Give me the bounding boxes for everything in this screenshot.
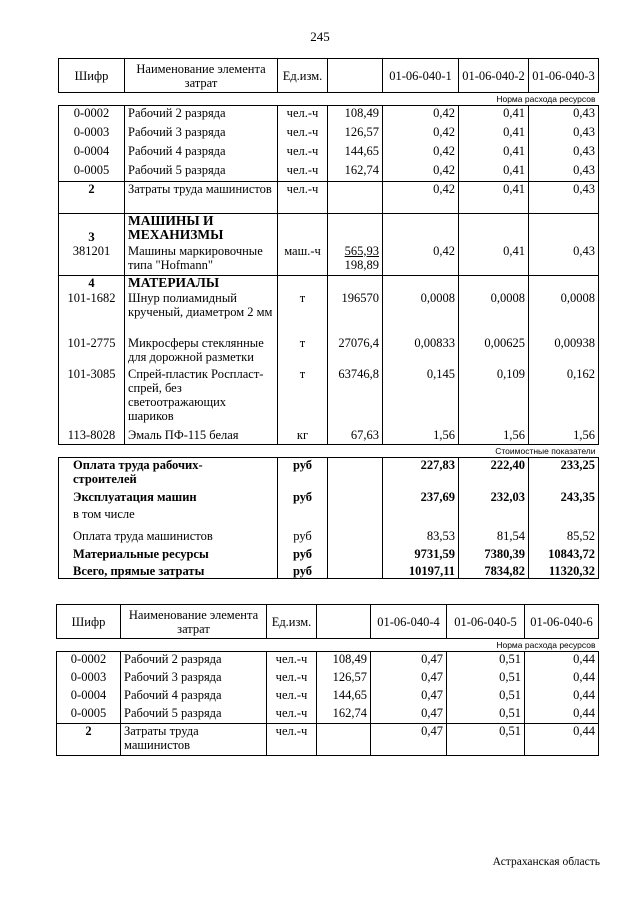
cell-v2: 0,00625 bbox=[459, 336, 529, 367]
cell-v1: 0,42 bbox=[383, 182, 459, 214]
cost-unit: руб bbox=[278, 524, 328, 543]
cost-v3: 10843,72 bbox=[529, 543, 599, 561]
cell-v3: 0,43 bbox=[529, 125, 599, 144]
cell-price: 27076,4 bbox=[328, 336, 383, 367]
cell-unit: маш.-ч bbox=[278, 244, 328, 276]
cost-row bbox=[59, 561, 599, 579]
cost-row bbox=[59, 524, 599, 543]
cell-code: 0-0004 bbox=[57, 688, 121, 706]
table-row bbox=[57, 652, 599, 670]
cell-v6: 0,44 bbox=[525, 670, 599, 688]
cell-code: 101-3085 bbox=[59, 367, 125, 428]
cell-v2: 0,109 bbox=[459, 367, 529, 428]
cell-v3: 0,43 bbox=[529, 182, 599, 214]
cell-v5: 0,51 bbox=[447, 670, 525, 688]
cell-code: 113-8028 bbox=[59, 428, 125, 445]
cost-row bbox=[59, 507, 599, 524]
table-row bbox=[59, 163, 599, 182]
cell-name: Рабочий 4 разряда bbox=[125, 144, 278, 163]
cost-label: Эксплуатация машин bbox=[59, 490, 278, 507]
table-row bbox=[59, 144, 599, 163]
table-row bbox=[59, 428, 599, 445]
header-name: Наименование элемента затрат bbox=[121, 605, 267, 639]
cell-v3: 0,0008 bbox=[529, 291, 599, 336]
table-row bbox=[59, 244, 599, 276]
cell-v3: 0,43 bbox=[529, 163, 599, 182]
cost-label: Всего, прямые затраты bbox=[59, 561, 278, 579]
cost-v1: 9731,59 bbox=[383, 543, 459, 561]
cell-price: 126,57 bbox=[328, 125, 383, 144]
cost-v2: 81,54 bbox=[459, 524, 529, 543]
table-row bbox=[59, 125, 599, 144]
cell-v5: 0,51 bbox=[447, 706, 525, 724]
cell-v4: 0,47 bbox=[371, 706, 447, 724]
cell-code: 0-0003 bbox=[59, 125, 125, 144]
cell-v6: 0,44 bbox=[525, 706, 599, 724]
cell-unit: чел.-ч bbox=[278, 106, 328, 125]
cell-code: 381201 bbox=[59, 244, 125, 276]
cell-unit: чел.-ч bbox=[278, 163, 328, 182]
cell-price: 63746,8 bbox=[328, 367, 383, 428]
cost-row bbox=[59, 543, 599, 561]
cell-name: Затраты труда машинистов bbox=[121, 724, 267, 756]
cell-v6: 0,44 bbox=[525, 652, 599, 670]
table-row bbox=[57, 688, 599, 706]
cell-unit: т bbox=[278, 367, 328, 428]
cell-price bbox=[317, 724, 371, 756]
cell-unit: т bbox=[278, 291, 328, 336]
cell-name: Рабочий 3 разряда bbox=[125, 125, 278, 144]
header-code: Шифр bbox=[59, 59, 125, 93]
cell-v1: 0,42 bbox=[383, 106, 459, 125]
cell-v6: 0,44 bbox=[525, 688, 599, 706]
region-footer: Астраханская область bbox=[492, 856, 600, 868]
price-base: 565,93 bbox=[344, 243, 379, 258]
cell-v3: 0,43 bbox=[529, 106, 599, 125]
header-col-3: 01-06-040-3 bbox=[529, 59, 599, 93]
cell-v2: 0,0008 bbox=[459, 291, 529, 336]
header-col-1: 01-06-040-1 bbox=[383, 59, 459, 93]
cell-v2: 0,41 bbox=[459, 244, 529, 276]
header-col-5: 01-06-040-5 bbox=[447, 605, 525, 639]
cost-v2: 7380,39 bbox=[459, 543, 529, 561]
cell-name: Машины маркировочные типа "Hofmann" bbox=[125, 244, 278, 276]
cell-v2: 0,41 bbox=[459, 144, 529, 163]
cost-v3: 85,52 bbox=[529, 524, 599, 543]
band-norm: Норма расхода ресурсов bbox=[496, 640, 596, 650]
cell-unit: чел.-ч bbox=[267, 652, 317, 670]
table-row bbox=[59, 367, 599, 428]
cost-unit: руб bbox=[278, 543, 328, 561]
cost-unit: руб bbox=[278, 561, 328, 579]
cost-v2: 7834,82 bbox=[459, 561, 529, 579]
header-price bbox=[317, 605, 371, 639]
cell-name: Рабочий 4 разряда bbox=[121, 688, 267, 706]
cell-code: 0-0002 bbox=[59, 106, 125, 125]
cell-price: 196570 bbox=[328, 291, 383, 336]
cell-code: 0-0002 bbox=[57, 652, 121, 670]
cell-v4: 0,47 bbox=[371, 688, 447, 706]
cost-v1: 227,83 bbox=[383, 458, 459, 490]
cost-label: в том числе bbox=[59, 507, 278, 524]
cell-unit: чел.-ч bbox=[267, 670, 317, 688]
cost-label: Материальные ресурсы bbox=[59, 543, 278, 561]
cost-label: Оплата труда машинистов bbox=[59, 524, 278, 543]
resource-table-2 bbox=[56, 604, 599, 756]
cell-unit: чел.-ч bbox=[278, 182, 328, 214]
cost-v3: 11320,32 bbox=[529, 561, 599, 579]
cell-name: Спрей-пластик Роспласт-спрей, без светоотражающих шариков bbox=[125, 367, 278, 428]
cost-v1: 10197,11 bbox=[383, 561, 459, 579]
cost-v2: 232,03 bbox=[459, 490, 529, 507]
cell-v4: 0,47 bbox=[371, 724, 447, 756]
cell-name: Шнур полиамидный крученый, диаметром 2 мм bbox=[125, 291, 278, 336]
band-cost: Стоимостные показатели bbox=[495, 446, 596, 456]
band-norm: Норма расхода ресурсов bbox=[496, 94, 596, 104]
cell-code: 0-0003 bbox=[57, 670, 121, 688]
cost-v1: 83,53 bbox=[383, 524, 459, 543]
cell-name: Рабочий 2 разряда bbox=[125, 106, 278, 125]
cost-label: Оплата труда рабочих-строителей bbox=[59, 458, 278, 490]
cost-v3: 243,35 bbox=[529, 490, 599, 507]
cell-name: Затраты труда машинистов bbox=[125, 182, 278, 214]
cell-v1: 0,42 bbox=[383, 125, 459, 144]
section-title: МАШИНЫ И МЕХАНИЗМЫ bbox=[125, 214, 278, 244]
cell-price: 162,74 bbox=[328, 163, 383, 182]
cell-code: 0-0004 bbox=[59, 144, 125, 163]
page-number: 245 bbox=[310, 29, 330, 44]
cell-price: 126,57 bbox=[317, 670, 371, 688]
cell-v4: 0,47 bbox=[371, 652, 447, 670]
cell-name: Рабочий 3 разряда bbox=[121, 670, 267, 688]
cell-code: 0-0005 bbox=[57, 706, 121, 724]
header-code: Шифр bbox=[57, 605, 121, 639]
cell-name: Эмаль ПФ-115 белая bbox=[125, 428, 278, 445]
header-col-2: 01-06-040-2 bbox=[459, 59, 529, 93]
cell-price: 144,65 bbox=[317, 688, 371, 706]
cell-v3: 1,56 bbox=[529, 428, 599, 445]
table-row bbox=[59, 336, 599, 367]
table-row bbox=[59, 182, 599, 214]
header-price bbox=[328, 59, 383, 93]
header-unit: Ед.изм. bbox=[278, 59, 328, 93]
cell-code: 0-0005 bbox=[59, 163, 125, 182]
table-row bbox=[57, 706, 599, 724]
cell-v2: 1,56 bbox=[459, 428, 529, 445]
cell-v3: 0,162 bbox=[529, 367, 599, 428]
cell-v3: 0,00938 bbox=[529, 336, 599, 367]
cell-v2: 0,41 bbox=[459, 106, 529, 125]
header-col-4: 01-06-040-4 bbox=[371, 605, 447, 639]
cost-row bbox=[59, 458, 599, 490]
cell-unit: кг bbox=[278, 428, 328, 445]
table-row bbox=[59, 291, 599, 336]
section-number: 3 bbox=[59, 214, 125, 244]
cell-v5: 0,51 bbox=[447, 724, 525, 756]
table-row bbox=[57, 724, 599, 756]
cost-v3: 233,25 bbox=[529, 458, 599, 490]
cell-price: 108,49 bbox=[317, 652, 371, 670]
cell-v3: 0,43 bbox=[529, 144, 599, 163]
cell-name: Рабочий 2 разряда bbox=[121, 652, 267, 670]
cell-v1: 0,42 bbox=[383, 144, 459, 163]
cell-v1: 0,145 bbox=[383, 367, 459, 428]
section-number: 4 bbox=[59, 276, 125, 291]
table-row bbox=[57, 670, 599, 688]
header-col-6: 01-06-040-6 bbox=[525, 605, 599, 639]
cell-v4: 0,47 bbox=[371, 670, 447, 688]
cell-unit: чел.-ч bbox=[278, 125, 328, 144]
cell-v5: 0,51 bbox=[447, 688, 525, 706]
cell-code: 2 bbox=[57, 724, 121, 756]
cell-v6: 0,44 bbox=[525, 724, 599, 756]
cell-v2: 0,41 bbox=[459, 182, 529, 214]
cell-unit: чел.-ч bbox=[267, 688, 317, 706]
cost-unit: руб bbox=[278, 490, 328, 507]
cell-v1: 1,56 bbox=[383, 428, 459, 445]
cell-v5: 0,51 bbox=[447, 652, 525, 670]
cell-unit: чел.-ч bbox=[267, 706, 317, 724]
section-heading bbox=[59, 214, 599, 244]
cell-v2: 0,41 bbox=[459, 163, 529, 182]
header-name: Наименование элемента затрат bbox=[125, 59, 278, 93]
cell-unit: чел.-ч bbox=[267, 724, 317, 756]
cost-unit: руб bbox=[278, 458, 328, 490]
cell-price: 162,74 bbox=[317, 706, 371, 724]
cell-v2: 0,41 bbox=[459, 125, 529, 144]
price-wage: 198,89 bbox=[344, 257, 379, 272]
cost-row bbox=[59, 490, 599, 507]
cost-v2: 222,40 bbox=[459, 458, 529, 490]
cell-price: 67,63 bbox=[328, 428, 383, 445]
cell-v1: 0,00833 bbox=[383, 336, 459, 367]
cell-price: 144,65 bbox=[328, 144, 383, 163]
cell-unit: чел.-ч bbox=[278, 144, 328, 163]
cell-v1: 0,42 bbox=[383, 163, 459, 182]
cost-v1: 237,69 bbox=[383, 490, 459, 507]
table-row bbox=[59, 106, 599, 125]
header-unit: Ед.изм. bbox=[267, 605, 317, 639]
section-title: МАТЕРИАЛЫ bbox=[125, 276, 278, 291]
resource-table-1 bbox=[58, 58, 599, 579]
cell-v1: 0,42 bbox=[383, 244, 459, 276]
cell-name: Микросферы стеклянные для дорожной разметки bbox=[125, 336, 278, 367]
section-heading bbox=[59, 276, 599, 291]
cell-code: 101-2775 bbox=[59, 336, 125, 367]
cell-v3: 0,43 bbox=[529, 244, 599, 276]
cell-price bbox=[328, 182, 383, 214]
cell-name: Рабочий 5 разряда bbox=[121, 706, 267, 724]
cell-code: 2 bbox=[59, 182, 125, 214]
cell-name: Рабочий 5 разряда bbox=[125, 163, 278, 182]
cell-v1: 0,0008 bbox=[383, 291, 459, 336]
cell-code: 101-1682 bbox=[59, 291, 125, 336]
cell-unit: т bbox=[278, 336, 328, 367]
cell-price: 108,49 bbox=[328, 106, 383, 125]
